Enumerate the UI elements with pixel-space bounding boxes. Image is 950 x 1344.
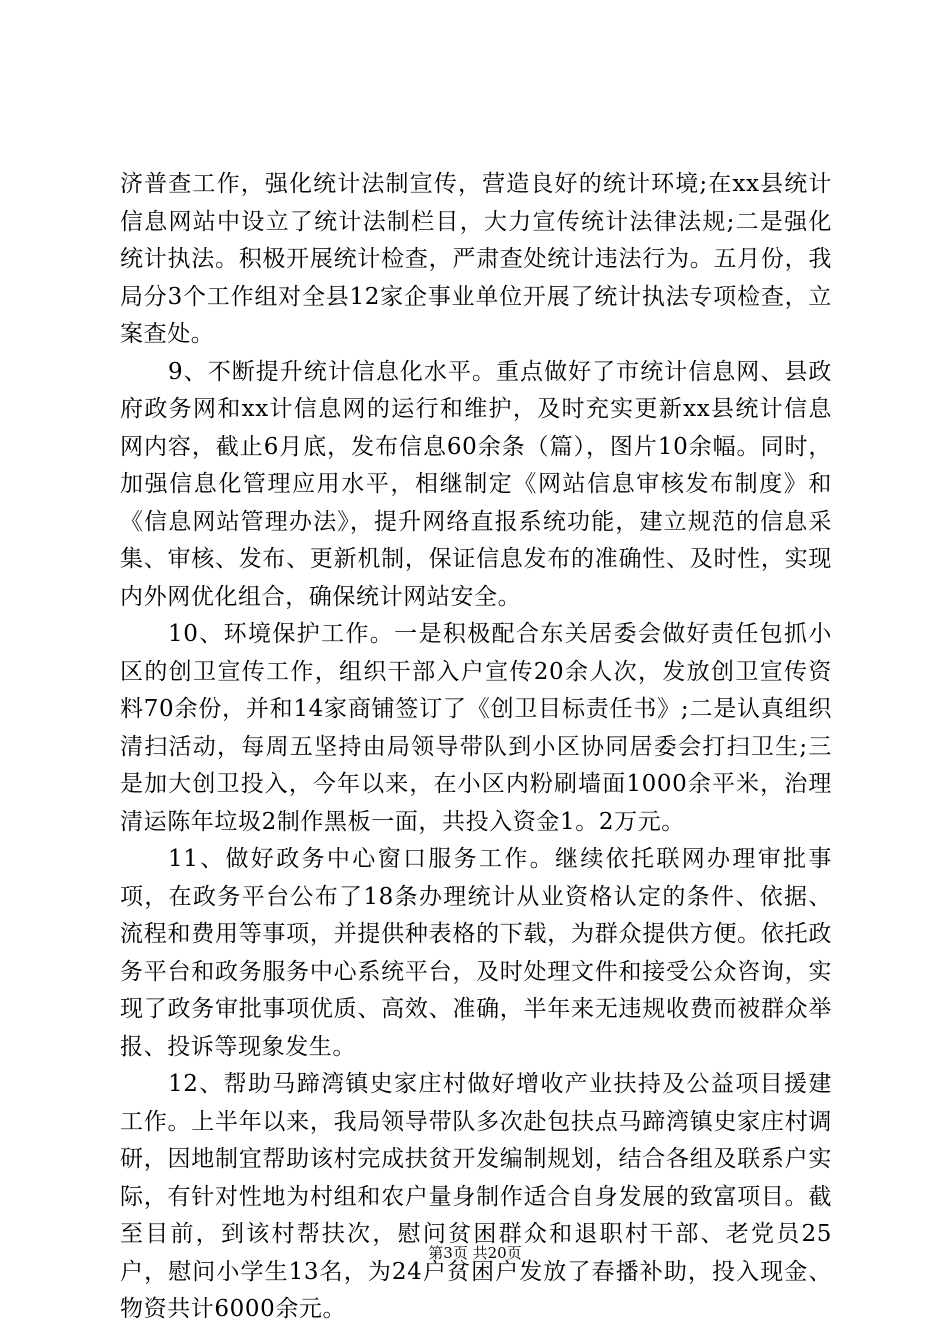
document-body	[120, 166, 832, 1329]
paragraph-item-9: 9、不断提升统计信息化水平。重点做好了市统计信息网、县政府政务网和xx计信息网的运行和维护，及时充实更新xx县统计信息网内容，截止6月底，发布信息60余条（篇），图片10余幅。同时，加强信息化管理应用水平，相继制定《网站信息审核发布制度》和《信息网站管理办法》，提升网络直报系统功能，建立规范的信息采集、审核、发布、更新机制，保证信息发布的准确性、及时性，实现内外网优化组合，确保统计网站安全。	[120, 358, 832, 610]
paragraph-item-12: 12、帮助马蹄湾镇史家庄村做好增收产业扶持及公益项目援建工作。上半年以来，我局领导带队多次赴包扶点马蹄湾镇史家庄村调研，因地制宜帮助该村完成扶贫开发编制规划，结合各组及联系户实际，有针对性地为村组和农户量身制作适合自身发展的致富项目。截至目前，到该村帮扶次，慰问贫困群众和退职村干部、老党员25户，慰问小学生13名，为24户贫困户发放了春播补助，投入现金、物资共计6000余元。	[120, 1071, 832, 1322]
paragraph-item-10: 10、环境保护工作。一是积极配合东关居委会做好责任包抓小区的创卫宣传工作，组织干部入户宣传20余人次，发放创卫宣传资料70余份，并和14家商铺签订了《创卫目标责任书》;二是认真组织清扫活动，每周五坚持由局领导带队到小区协同居委会打扫卫生;三是加大创卫投入，今年以来，在小区内粉刷墙面1000余平米，治理清运陈年垃圾2制作黑板一面，共投入资金1。2万元。	[120, 621, 832, 835]
paragraph-continued: 济普查工作，强化统计法制宣传，营造良好的统计环境;在xx县统计信息网站中设立了统计法制栏目，大力宣传统计法律法规;二是强化统计执法。积极开展统计检查，严肃查处统计违法行为。五月份，我局分3个工作组对全县12家企事业单位开展了统计执法专项检查，立案查处。	[120, 171, 832, 347]
page-number-footer: 第3页 共20页	[428, 1244, 522, 1262]
paragraph-item-11: 11、做好政务中心窗口服务工作。继续依托联网办理审批事项，在政务平台公布了18条办理统计从业资格认定的条件、依据、流程和费用等事项，并提供种表格的下载，为群众提供方便。依托政务平台和政务服务中心系统平台，及时处理文件和接受公众咨询，实现了政务审批事项优质、高效、准确，半年来无违规收费而被群众举报、投诉等现象发生。	[120, 846, 832, 1060]
